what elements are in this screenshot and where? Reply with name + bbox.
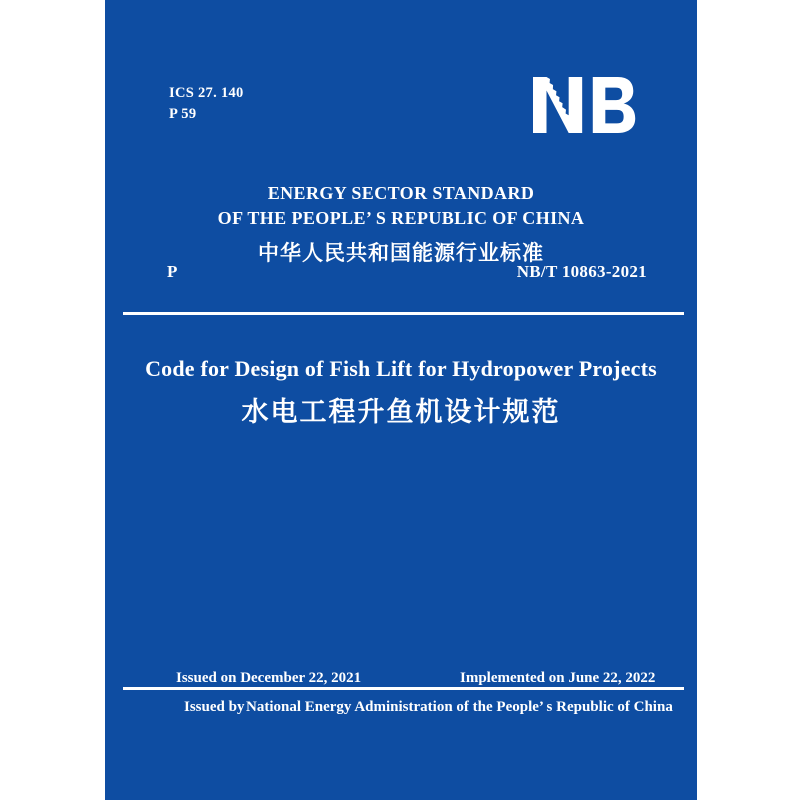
code-row (167, 262, 647, 282)
standard-heading-en-line2: OF THE PEOPLE’ S REPUBLIC OF CHINA (217, 208, 585, 228)
standard-cover (105, 0, 697, 800)
implemented-date: Implemented on June 22, 2022 (460, 670, 656, 686)
header-divider-rule (123, 312, 684, 315)
ics-code: ICS 27. 140 (169, 85, 244, 101)
footer-divider-rule (123, 687, 684, 690)
category-letter: P (167, 262, 178, 281)
standard-heading-en-line1: ENERGY SECTOR STANDARD (267, 183, 535, 203)
standard-heading-zh: 中华人民共和国能源行业标准 (258, 241, 544, 265)
nb-logo (533, 75, 641, 135)
title-english: Code for Design of Fish Lift for Hydropower Projects (145, 356, 657, 381)
issued-date: Issued on December 22, 2021 (176, 670, 362, 686)
issued-by-authority: National Energy Administration of the People’ s Republic of China (246, 699, 673, 715)
standard-number: NB/T 10863-2021 (516, 262, 647, 281)
issued-by-label: Issued by (184, 699, 245, 715)
document-class-code: P 59 (169, 106, 197, 122)
nb-logo-icon (533, 75, 641, 135)
title-chinese: 水电工程升鱼机设计规范 (241, 397, 561, 427)
standard-heading (105, 181, 697, 267)
